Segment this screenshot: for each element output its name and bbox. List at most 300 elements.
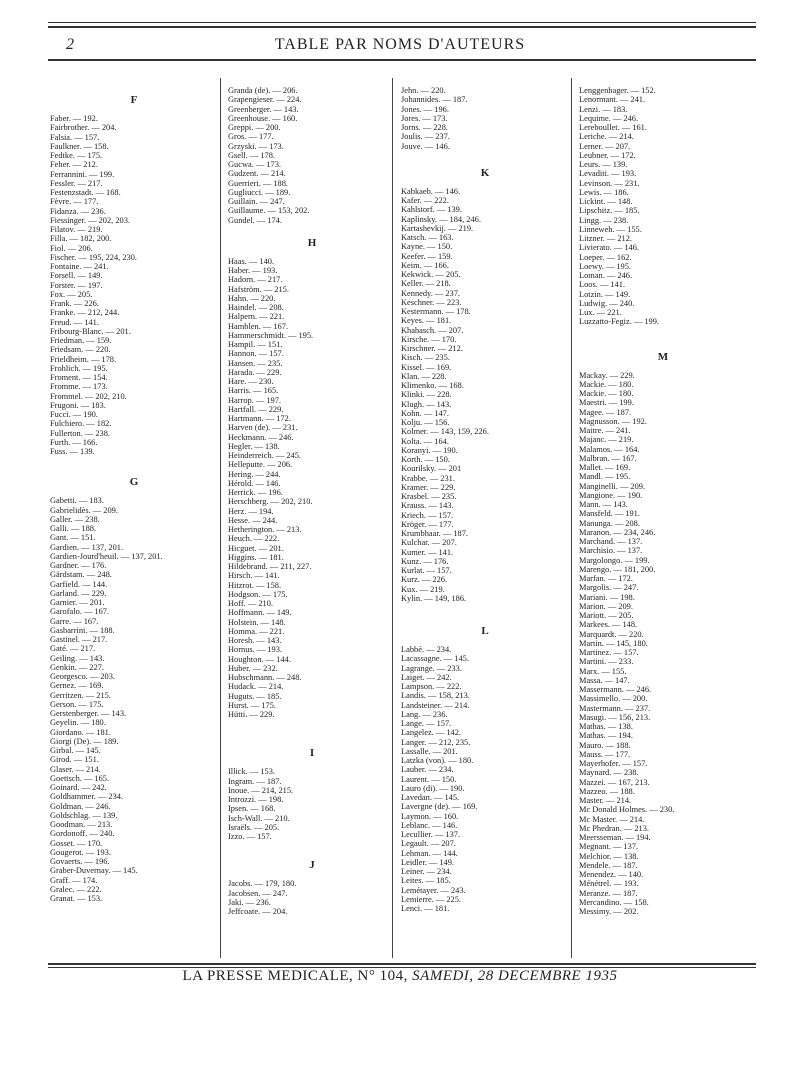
- author-entry: Mc Phedran. — 213.: [579, 823, 650, 833]
- author-entry: Introzzi. — 198.: [228, 795, 284, 804]
- author-entry: Grapengieser. — 224.: [228, 95, 302, 105]
- author-entry: Jones. — 196.: [401, 104, 449, 114]
- author-entry: Fischer. — 195, 224, 230.: [50, 252, 138, 262]
- author-entry: Herz. — 194.: [228, 506, 274, 516]
- author-entry: Majanc. — 219.: [579, 435, 634, 445]
- author-entry: Mayerhofer. — 157.: [579, 759, 648, 768]
- author-entry: Mc Master. — 214.: [579, 814, 645, 824]
- author-entry: Hammerschmidt. — 195.: [228, 330, 314, 340]
- author-entry: Mazzei. — 167, 213.: [579, 777, 650, 787]
- author-entry: Lingg. — 238.: [579, 215, 629, 225]
- author-entry: Gerritzen. — 215.: [50, 690, 111, 700]
- author-entry: Jouve. — 146.: [401, 141, 450, 151]
- author-entry: Garfield. — 144.: [50, 579, 108, 589]
- author-entry: Jacobs. — 179, 180.: [228, 879, 297, 889]
- author-entry: Martini. — 233.: [579, 657, 634, 667]
- author-entry: Hurst. — 175.: [228, 700, 276, 710]
- section-letter: M: [657, 350, 669, 363]
- author-entry: Fèvre. — 177.: [50, 197, 99, 207]
- author-entry: Hildebrand. — 211, 227.: [228, 562, 312, 571]
- author-entry: Franke. — 212, 244.: [50, 308, 120, 318]
- author-entry: Keschner. — 223.: [401, 297, 462, 307]
- author-entry: Gabrielidès. — 209.: [50, 505, 118, 515]
- author-entry: Graber-Duvernay. — 145.: [50, 866, 138, 876]
- author-entry: Hare. — 230.: [228, 377, 274, 386]
- author-entry: Gasbarrini. — 188.: [50, 625, 115, 635]
- footer-journal: LA PRESSE MEDICALE, N° 104,: [182, 968, 408, 984]
- entry-list: [228, 86, 396, 225]
- author-entry: Krabbe. — 231.: [401, 473, 455, 483]
- author-entry: Klinki. — 228.: [401, 390, 452, 400]
- author-entry: Guillain. — 247.: [228, 197, 285, 206]
- author-entry: Marquardt. — 220.: [579, 629, 644, 639]
- author-entry: Klan. — 228.: [401, 371, 447, 381]
- author-entry: Keller. — 218.: [401, 279, 451, 289]
- author-entry: Harrop. — 197.: [228, 395, 282, 405]
- author-entry: Hicguet. — 201.: [228, 543, 284, 553]
- author-entry: Kirsche. — 170.: [401, 334, 457, 344]
- author-entry: Hodgson. — 175.: [228, 589, 288, 599]
- author-entry: Massimello. — 200.: [579, 694, 648, 704]
- author-entry: Landsteiner. — 214.: [401, 700, 470, 710]
- author-entry: Lequime. — 246.: [579, 113, 639, 123]
- author-entry: Levinson. — 231.: [579, 178, 640, 188]
- index-section: [50, 456, 218, 903]
- index-section: [228, 225, 396, 720]
- author-entry: Margolis. — 247.: [579, 583, 639, 593]
- author-entry: Mc Donald Holmes. — 230.: [579, 805, 675, 815]
- header-rule: [48, 59, 756, 61]
- author-entry: Maestri. — 199.: [579, 398, 634, 408]
- footer-date: SAMEDI, 28 DECEMBRE 1935: [412, 968, 618, 984]
- author-entry: Govaerts. — 196.: [50, 857, 110, 866]
- author-entry: Laymon. — 160.: [401, 811, 459, 821]
- author-entry: Latzka (von). — 180.: [401, 756, 474, 765]
- author-entry: Lenci. — 181.: [401, 904, 450, 913]
- section-letter: F: [130, 94, 138, 106]
- author-entry: Garland. — 229.: [50, 588, 107, 598]
- author-entry: Klimenko. — 168.: [401, 381, 464, 390]
- author-entry: Lassalle. — 201.: [401, 746, 458, 756]
- author-entry: Fiol. — 206.: [50, 243, 93, 253]
- index-section: [228, 719, 396, 841]
- author-entry: Hadorn. — 217.: [228, 275, 283, 285]
- author-entry: Manunga. — 208.: [579, 518, 640, 528]
- author-entry: Malamos. — 164.: [579, 444, 640, 454]
- author-entry: Israëls. — 205.: [228, 822, 280, 832]
- author-entry: Marx. — 155.: [579, 666, 627, 676]
- author-entry: Fedtke. — 175.: [50, 151, 103, 160]
- author-entry: Greenhouse. — 160.: [228, 113, 298, 123]
- author-entry: Litzner. — 212.: [579, 234, 633, 243]
- author-entry: Frommel. — 202, 210.: [50, 391, 127, 401]
- author-entry: Kolju. — 156.: [401, 418, 450, 427]
- section-letter: G: [129, 476, 139, 489]
- author-entry: Forsell. — 149.: [50, 271, 103, 281]
- author-entry: Guerrieri. — 188.: [228, 178, 289, 188]
- author-entry: Hamblen. — 167.: [228, 321, 289, 331]
- author-entry: Ipsen. — 168.: [228, 804, 276, 814]
- author-entry: Lehman. — 144.: [401, 848, 458, 858]
- author-entry: Margolongo. — 199.: [579, 555, 650, 565]
- author-entry: Gucwa. — 173.: [228, 160, 282, 169]
- author-entry: Ferrannini. — 199.: [50, 169, 115, 179]
- entry-list: [50, 114, 218, 456]
- author-entry: Heckmann. — 246.: [228, 432, 294, 442]
- footer-rule-thick: [48, 963, 756, 965]
- section-letter: H: [307, 236, 317, 249]
- author-entry: Marion. — 209.: [579, 601, 633, 611]
- author-entry: Mackay. — 229.: [579, 370, 635, 380]
- author-entry: Krauss. — 143.: [401, 501, 454, 511]
- author-entry: Giordano. — 181.: [50, 727, 111, 737]
- author-entry: Huguts. — 185.: [228, 691, 282, 701]
- author-entry: Koranyi. — 190.: [401, 445, 458, 455]
- author-entry: Messimy. — 202.: [579, 907, 639, 916]
- author-entry: Herrick. — 196.: [228, 488, 283, 497]
- author-entry: Loewy. — 195.: [579, 261, 632, 271]
- author-entry: Jaki. — 236.: [228, 897, 271, 907]
- entry-list: [401, 86, 569, 151]
- author-entry: Hahn. — 220.: [228, 293, 276, 303]
- author-entry: Gärdstam. — 248.: [50, 570, 112, 580]
- author-entry: Markees. — 148.: [579, 620, 638, 630]
- author-entry: Lavergne (de). — 169.: [401, 802, 478, 812]
- footer: [0, 968, 800, 985]
- index-section: [579, 64, 747, 327]
- author-entry: Kennedy. — 237.: [401, 288, 461, 298]
- author-entry: Hirsch. — 141.: [228, 571, 280, 581]
- author-entry: Hafström. — 215.: [228, 284, 289, 294]
- author-entry: Inoue. — 214, 215.: [228, 785, 294, 795]
- author-entry: Gardien-Jourd'heuil. — 137, 201.: [50, 551, 163, 561]
- author-entry: Fairbrother. — 204.: [50, 123, 117, 133]
- author-entry: Galler. — 238.: [50, 514, 100, 524]
- author-entry: Gundel. — 174.: [228, 215, 282, 225]
- entry-list: [579, 371, 747, 917]
- author-entry: Hampil. — 151.: [228, 340, 283, 349]
- index-section: [401, 151, 569, 603]
- author-entry: Kartashevkij. — 219.: [401, 223, 474, 233]
- author-entry: Lecullier. — 137.: [401, 830, 461, 839]
- author-entry: Mathas. — 138.: [579, 722, 633, 731]
- author-entry: Gordonoff. — 240.: [50, 829, 115, 839]
- author-entry: Fucci. — 190.: [50, 410, 98, 419]
- author-entry: Froment. — 154.: [50, 373, 108, 382]
- author-entry: Keefer. — 159.: [401, 251, 453, 261]
- author-entry: Kurlat. — 157.: [401, 566, 452, 575]
- author-entry: Keyes. — 181.: [401, 316, 452, 326]
- author-entry: Lange. — 157.: [401, 719, 452, 728]
- author-entry: Fessler. — 217.: [50, 178, 103, 188]
- entry-list: [50, 496, 218, 903]
- author-entry: Guillaume. — 153, 202.: [228, 206, 310, 216]
- author-entry: Leiner. — 234.: [401, 867, 452, 876]
- author-entry: Hansen. — 235.: [228, 358, 283, 368]
- author-entry: Melchior. — 138.: [579, 851, 639, 861]
- author-entry: Goodman. — 213.: [50, 820, 113, 829]
- author-entry: Festenzstadt. — 168.: [50, 188, 121, 197]
- author-entry: Gastinel. — 217.: [50, 635, 108, 644]
- author-entry: Fromme. — 173.: [50, 382, 108, 392]
- author-entry: Kux. — 219.: [401, 584, 445, 594]
- author-entry: Hérold. — 146.: [228, 478, 281, 488]
- author-entry: Mariott. — 205.: [579, 611, 634, 620]
- author-entry: Lenzi. — 183.: [579, 104, 628, 114]
- author-entry: Mackie. — 180.: [579, 389, 634, 398]
- author-entry: Harven (de). — 231.: [228, 423, 298, 433]
- author-entry: Isch-Wall. — 210.: [228, 813, 290, 823]
- page-number: 2: [66, 36, 74, 53]
- index-section: [228, 841, 396, 916]
- author-entry: Lemierre. — 225.: [401, 894, 461, 904]
- author-entry: Mauss. — 177.: [579, 749, 631, 759]
- author-entry: Kabkaeb. — 146.: [401, 186, 461, 196]
- author-entry: Gralec. — 222.: [50, 884, 102, 894]
- author-entry: Fontaine. — 241.: [50, 262, 109, 271]
- author-entry: Jorns. — 228.: [401, 123, 448, 132]
- author-entry: Katsch. — 163.: [401, 233, 454, 242]
- author-entry: Korth. — 150.: [401, 455, 450, 464]
- author-entry: Klugh. — 143.: [401, 399, 452, 409]
- author-entry: Homma. — 221.: [228, 626, 285, 636]
- author-entry: Herschberg. — 202, 210.: [228, 497, 313, 507]
- author-entry: Massermann. — 246.: [579, 685, 652, 694]
- author-entry: Haas. — 140.: [228, 256, 275, 266]
- author-entry: Mansfeld. — 191.: [579, 509, 640, 519]
- author-entry: Gaté. — 217.: [50, 644, 96, 654]
- author-entry: Leurs. — 139.: [579, 160, 628, 169]
- author-entry: Meranze. — 187.: [579, 888, 638, 898]
- author-entry: Martin. — 145, 180.: [579, 638, 648, 648]
- author-entry: Langelez. — 142.: [401, 728, 461, 738]
- author-entry: Marchisio. — 137.: [579, 546, 643, 556]
- author-entry: Fribourg-Blanc. — 201.: [50, 326, 131, 336]
- author-entry: Forster. — 197.: [50, 280, 103, 290]
- author-entry: Hornus. — 193.: [228, 645, 282, 655]
- author-entry: Gardner. — 176.: [50, 561, 107, 570]
- author-entry: Marengo. — 181, 200.: [579, 564, 656, 574]
- author-entry: Mangione. — 190.: [579, 490, 643, 500]
- author-entry: Mann. — 143.: [579, 500, 628, 509]
- author-entry: Lerner. — 207.: [579, 141, 631, 151]
- author-entry: Halpern. — 221.: [228, 312, 285, 322]
- author-entry: Malbran. — 167.: [579, 453, 637, 463]
- entry-list: [228, 767, 396, 841]
- section-letter: J: [309, 859, 315, 872]
- author-entry: Leites. — 185.: [401, 876, 451, 886]
- author-entry: Magnusson. — 192.: [579, 416, 647, 426]
- author-entry: Lagrange. — 233.: [401, 663, 462, 673]
- entry-list: [228, 879, 396, 916]
- author-entry: Gudzent. — 214.: [228, 169, 286, 179]
- author-entry: Frohlich. — 195.: [50, 363, 108, 373]
- author-entry: Kekwick. — 205.: [401, 270, 461, 279]
- author-entry: Harada. — 229.: [228, 367, 282, 377]
- author-entry: Kissel. — 169.: [401, 362, 452, 372]
- author-entry: Fuss. — 139.: [50, 447, 95, 456]
- author-entry: Mendele. — 187.: [579, 860, 638, 870]
- author-entry: Mallet. — 169.: [579, 463, 631, 472]
- author-entry: Lux. — 221.: [579, 308, 622, 317]
- author-entry: Girod. — 151.: [50, 755, 99, 765]
- author-entry: Mathas. — 194.: [579, 731, 633, 741]
- author-entry: Fullerton. — 238.: [50, 428, 111, 438]
- author-entry: Furth. — 166.: [50, 437, 98, 447]
- author-entry: Mariani. — 198.: [579, 592, 635, 602]
- author-entry: Loos. — 141.: [579, 280, 626, 290]
- author-entry: Manginelli. — 209.: [579, 481, 646, 491]
- author-entry: Filla. — 182, 200.: [50, 234, 112, 244]
- author-entry: Kohn. — 147.: [401, 408, 449, 418]
- author-entry: Huber. — 232.: [228, 663, 278, 673]
- author-entry: Fox. — 205.: [50, 289, 93, 299]
- author-entry: Frank. — 226.: [50, 299, 99, 308]
- author-entry: Marfan. — 172.: [579, 574, 633, 583]
- index-column-4: [579, 64, 747, 916]
- entry-list: [228, 257, 396, 720]
- author-entry: Lereboullet. — 161.: [579, 123, 647, 132]
- author-entry: Gosset. — 170.: [50, 838, 103, 848]
- author-entry: Lemétayer. — 243.: [401, 885, 466, 895]
- section-letter: L: [481, 625, 489, 637]
- author-entry: Greppi. — 200.: [228, 123, 281, 132]
- author-entry: Hartfall. — 229.: [228, 404, 284, 414]
- author-entry: Goinard. — 242.: [50, 783, 107, 792]
- author-entry: Garre. — 167.: [50, 616, 99, 626]
- index-section: [579, 327, 747, 917]
- author-entry: Kröger. — 177.: [401, 519, 454, 529]
- index-column-3: [401, 64, 569, 913]
- author-entry: Massa. — 147.: [579, 675, 630, 685]
- author-entry: Lenggenhager. — 152.: [579, 86, 656, 95]
- author-entry: Leidler. — 149.: [401, 857, 455, 867]
- index-section: [50, 64, 218, 94]
- top-rule: [48, 22, 756, 23]
- author-entry: Lotzin. — 149.: [579, 289, 631, 299]
- author-entry: Garnier. — 201.: [50, 598, 105, 607]
- author-entry: Kaplinsky. — 184, 246.: [401, 214, 481, 224]
- author-entry: Megnant. — 137.: [579, 842, 639, 852]
- author-entry: Gougerot. — 193.: [50, 847, 111, 857]
- author-entry: Gant. — 151.: [50, 533, 96, 543]
- author-entry: Mackie. — 180.: [579, 379, 634, 389]
- author-entry: Laurent. — 150.: [401, 774, 457, 784]
- author-entry: Goldschlag. — 139.: [50, 810, 118, 820]
- author-entry: Holstein. — 148.: [228, 617, 286, 627]
- author-entry: Kunz. — 176.: [401, 556, 449, 566]
- author-entry: Higgins. — 181.: [228, 552, 284, 562]
- author-entry: Kurz. — 226.: [401, 575, 448, 585]
- author-entry: Grzyski. — 173.: [228, 141, 284, 151]
- author-entry: Kestermann. — 178.: [401, 307, 471, 316]
- author-entry: Leriche. — 214.: [579, 132, 634, 142]
- author-entry: Izzo. — 157.: [228, 832, 272, 841]
- author-entry: Falsia. — 157.: [50, 132, 100, 142]
- author-entry: Mazzeo. — 188.: [579, 786, 635, 796]
- author-entry: Mastermann. — 237.: [579, 703, 651, 713]
- author-entry: Legault. — 207.: [401, 839, 456, 849]
- author-entry: Kayne. — 150.: [401, 242, 453, 252]
- index-section: [401, 64, 569, 151]
- author-entry: Magee. — 187.: [579, 407, 632, 417]
- author-entry: Horesh. — 143.: [228, 636, 282, 645]
- author-entry: Leubner. — 172.: [579, 150, 636, 160]
- author-entry: Kumer. — 141.: [401, 547, 454, 557]
- author-entry: Masugi. — 156, 213.: [579, 712, 651, 722]
- author-entry: Hoffmann. — 149.: [228, 608, 292, 618]
- author-entry: Jacobsen. — 247.: [228, 888, 288, 898]
- author-entry: Goldhammer. — 234.: [50, 792, 124, 802]
- author-entry: Illick. — 153.: [228, 767, 275, 777]
- author-entry: Martinez. — 157.: [579, 648, 639, 657]
- author-entry: Feher. — 212.: [50, 160, 98, 170]
- author-entry: Kahlstorf. — 139.: [401, 205, 462, 215]
- author-entry: Faber. — 192.: [50, 114, 98, 123]
- author-entry: Hartmann. — 172.: [228, 414, 291, 423]
- author-entry: Hudack. — 214.: [228, 682, 284, 692]
- author-entry: Giorgi (De). — 189.: [50, 736, 119, 746]
- section-letter: K: [480, 166, 490, 179]
- author-entry: Gabetti. — 183.: [50, 496, 104, 506]
- author-entry: Gerstenberger. — 143.: [50, 709, 127, 718]
- author-entry: Faulkner. — 158.: [50, 141, 109, 151]
- author-entry: Gardien. — 137, 201.: [50, 542, 124, 552]
- author-entry: Livierato. — 146.: [579, 243, 640, 253]
- page-title: TABLE PAR NOMS D'AUTEURS: [274, 36, 526, 53]
- author-entry: Jores. — 173.: [401, 113, 448, 123]
- author-entry: Lavedan. — 145.: [401, 793, 460, 802]
- author-entry: Glaser. — 214.: [50, 764, 101, 774]
- column-divider: [220, 78, 221, 958]
- author-entry: Kisch. — 235.: [401, 353, 450, 363]
- author-entry: Hütti. — 229.: [228, 710, 275, 719]
- author-entry: Lampson. — 222.: [401, 682, 462, 691]
- author-entry: Mauro. — 188.: [579, 740, 631, 750]
- author-entry: Marchand. — 137.: [579, 537, 643, 546]
- author-entry: Graff. — 174.: [50, 875, 98, 885]
- author-entry: Lickint. — 148.: [579, 197, 633, 206]
- author-entry: Geyelin. — 180.: [50, 718, 106, 728]
- entry-list: [579, 86, 747, 327]
- author-entry: Greenberger. — 143.: [228, 104, 299, 114]
- author-entry: Gsell. — 178.: [228, 150, 275, 160]
- author-entry: Lewis. — 186.: [579, 187, 629, 197]
- top-rule-thick: [48, 26, 756, 28]
- author-entry: Kourilsky. — 201: [401, 464, 462, 474]
- author-entry: Lipschitz. — 185.: [579, 206, 640, 216]
- column-divider: [571, 78, 572, 958]
- author-entry: Menendez. — 140.: [579, 870, 644, 879]
- author-entry: Gernez. — 169.: [50, 681, 104, 691]
- author-entry: Lauber. — 234.: [401, 765, 454, 775]
- author-entry: Ménétrel. — 193.: [579, 879, 639, 889]
- author-entry: Hering. — 244.: [228, 469, 281, 479]
- author-entry: Mandl. — 195.: [579, 472, 631, 482]
- author-entry: Girbal. — 145.: [50, 746, 101, 755]
- author-entry: Genkin. — 227.: [50, 662, 104, 672]
- author-entry: Hetherington. — 213.: [228, 525, 302, 534]
- author-entry: Jehn. — 220.: [401, 86, 446, 95]
- section-letter: I: [309, 747, 315, 760]
- author-entry: Hannon. — 157.: [228, 349, 284, 359]
- author-entry: Kramer. — 229.: [401, 482, 456, 492]
- author-entry: Loeper. — 162.: [579, 252, 632, 262]
- author-entry: Granda (de). — 206.: [228, 86, 298, 95]
- entry-list: [401, 645, 569, 913]
- author-entry: Master. — 214.: [579, 796, 632, 805]
- author-entry: Geiling. — 143.: [50, 653, 105, 663]
